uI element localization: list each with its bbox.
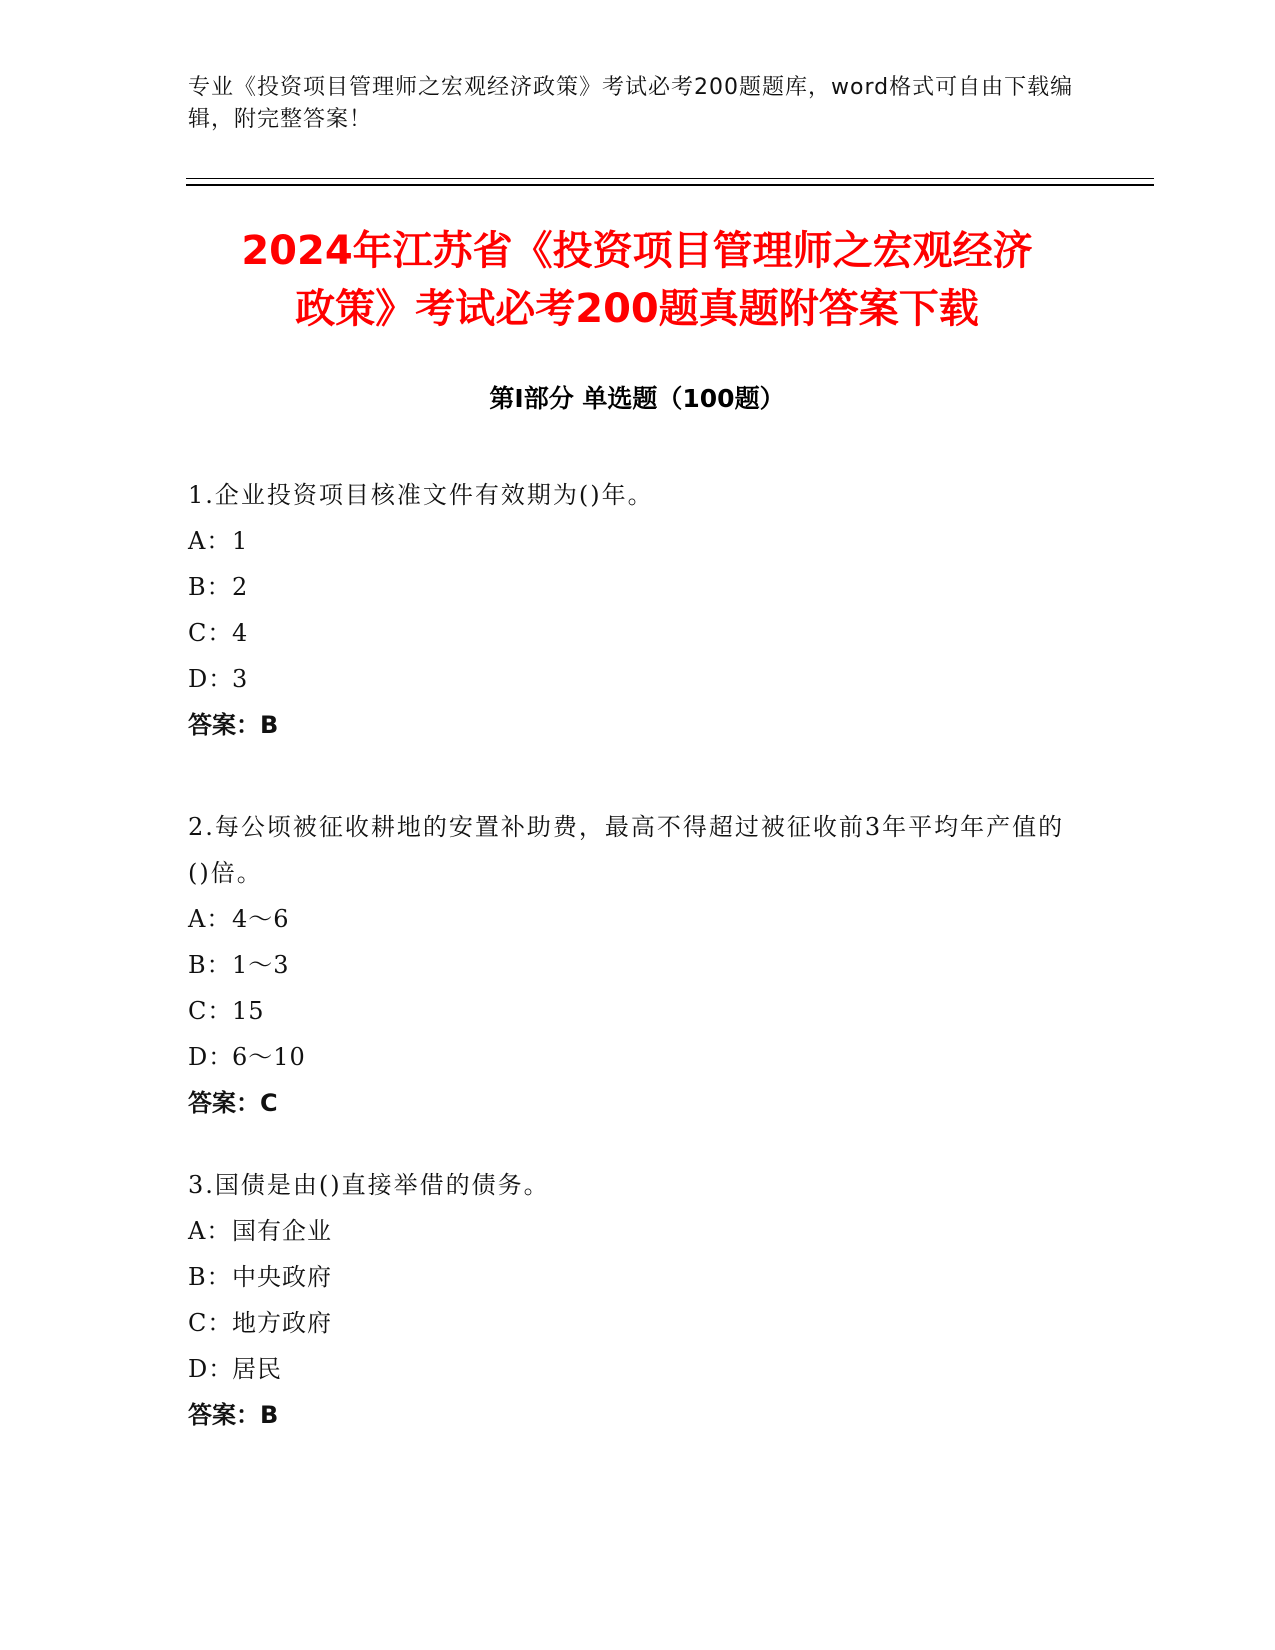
option-key: B： [188,1263,232,1291]
option-b [188,1254,1068,1300]
option-key: C： [188,1309,233,1337]
option-text: 中央政府 [232,1263,332,1291]
option-text: 1～3 [232,951,290,979]
option-text: 国有企业 [232,1217,332,1245]
option-key: D： [188,1355,234,1383]
option-key: D： [188,665,234,693]
option-text: 4～6 [232,905,290,933]
option-d [188,1346,1068,1392]
answer-line [188,1392,1068,1438]
option-text: 地方政府 [232,1309,332,1337]
answer-value: C [260,1089,278,1117]
answer-line [188,1080,1068,1126]
option-key: B： [188,573,232,601]
answer-label: 答案： [188,1401,260,1429]
document-title-line-1: 2024年江苏省《投资项目管理师之宏观经济 [241,228,1033,274]
option-key: D： [188,1043,234,1071]
section-title: 第Ⅰ部分 单选题（100题） [489,384,785,413]
option-b [188,564,1068,610]
option-c [188,1300,1068,1346]
document-title [137,222,1137,338]
option-text: 3 [232,665,249,693]
question-3 [188,1162,1068,1438]
option-d [188,656,1068,702]
question-2 [188,804,1068,1126]
option-b [188,942,1068,988]
question-1 [188,472,1068,748]
header-divider-thick [186,184,1154,186]
option-a [188,518,1068,564]
option-a [188,1208,1068,1254]
option-text: 15 [232,997,265,1025]
question-stem: 1.企业投资项目核准文件有效期为()年。 [188,481,654,509]
header-note: 专业《投资项目管理师之宏观经济政策》考试必考200题题库，word格式可自由下载编辑，附完整答案！ [188,75,1074,132]
question-stem: 3.国债是由()直接举借的债务。 [188,1171,550,1199]
answer-line [188,702,1068,748]
option-text: 2 [232,573,249,601]
option-a [188,896,1068,942]
answer-value: B [260,1401,279,1429]
option-key: B： [188,951,232,979]
option-text: 居民 [232,1355,282,1383]
option-c [188,610,1068,656]
option-text: 4 [232,619,249,647]
option-text: 6～10 [232,1043,306,1071]
option-key: A： [188,905,232,933]
answer-label: 答案： [188,711,260,739]
option-c [188,988,1068,1034]
option-key: A： [188,1217,232,1245]
option-d [188,1034,1068,1080]
answer-value: B [260,711,279,739]
header-divider-thin [186,178,1154,179]
document-title-line-2: 政策》考试必考200题真题附答案下载 [295,286,979,332]
option-text: 1 [232,527,249,555]
option-key: C： [188,997,233,1025]
question-stem: 2.每公顷被征收耕地的安置补助费，最高不得超过被征收前3年平均年产值的()倍。 [188,813,1065,887]
option-key: C： [188,619,233,647]
answer-label: 答案： [188,1089,260,1117]
option-key: A： [188,527,232,555]
